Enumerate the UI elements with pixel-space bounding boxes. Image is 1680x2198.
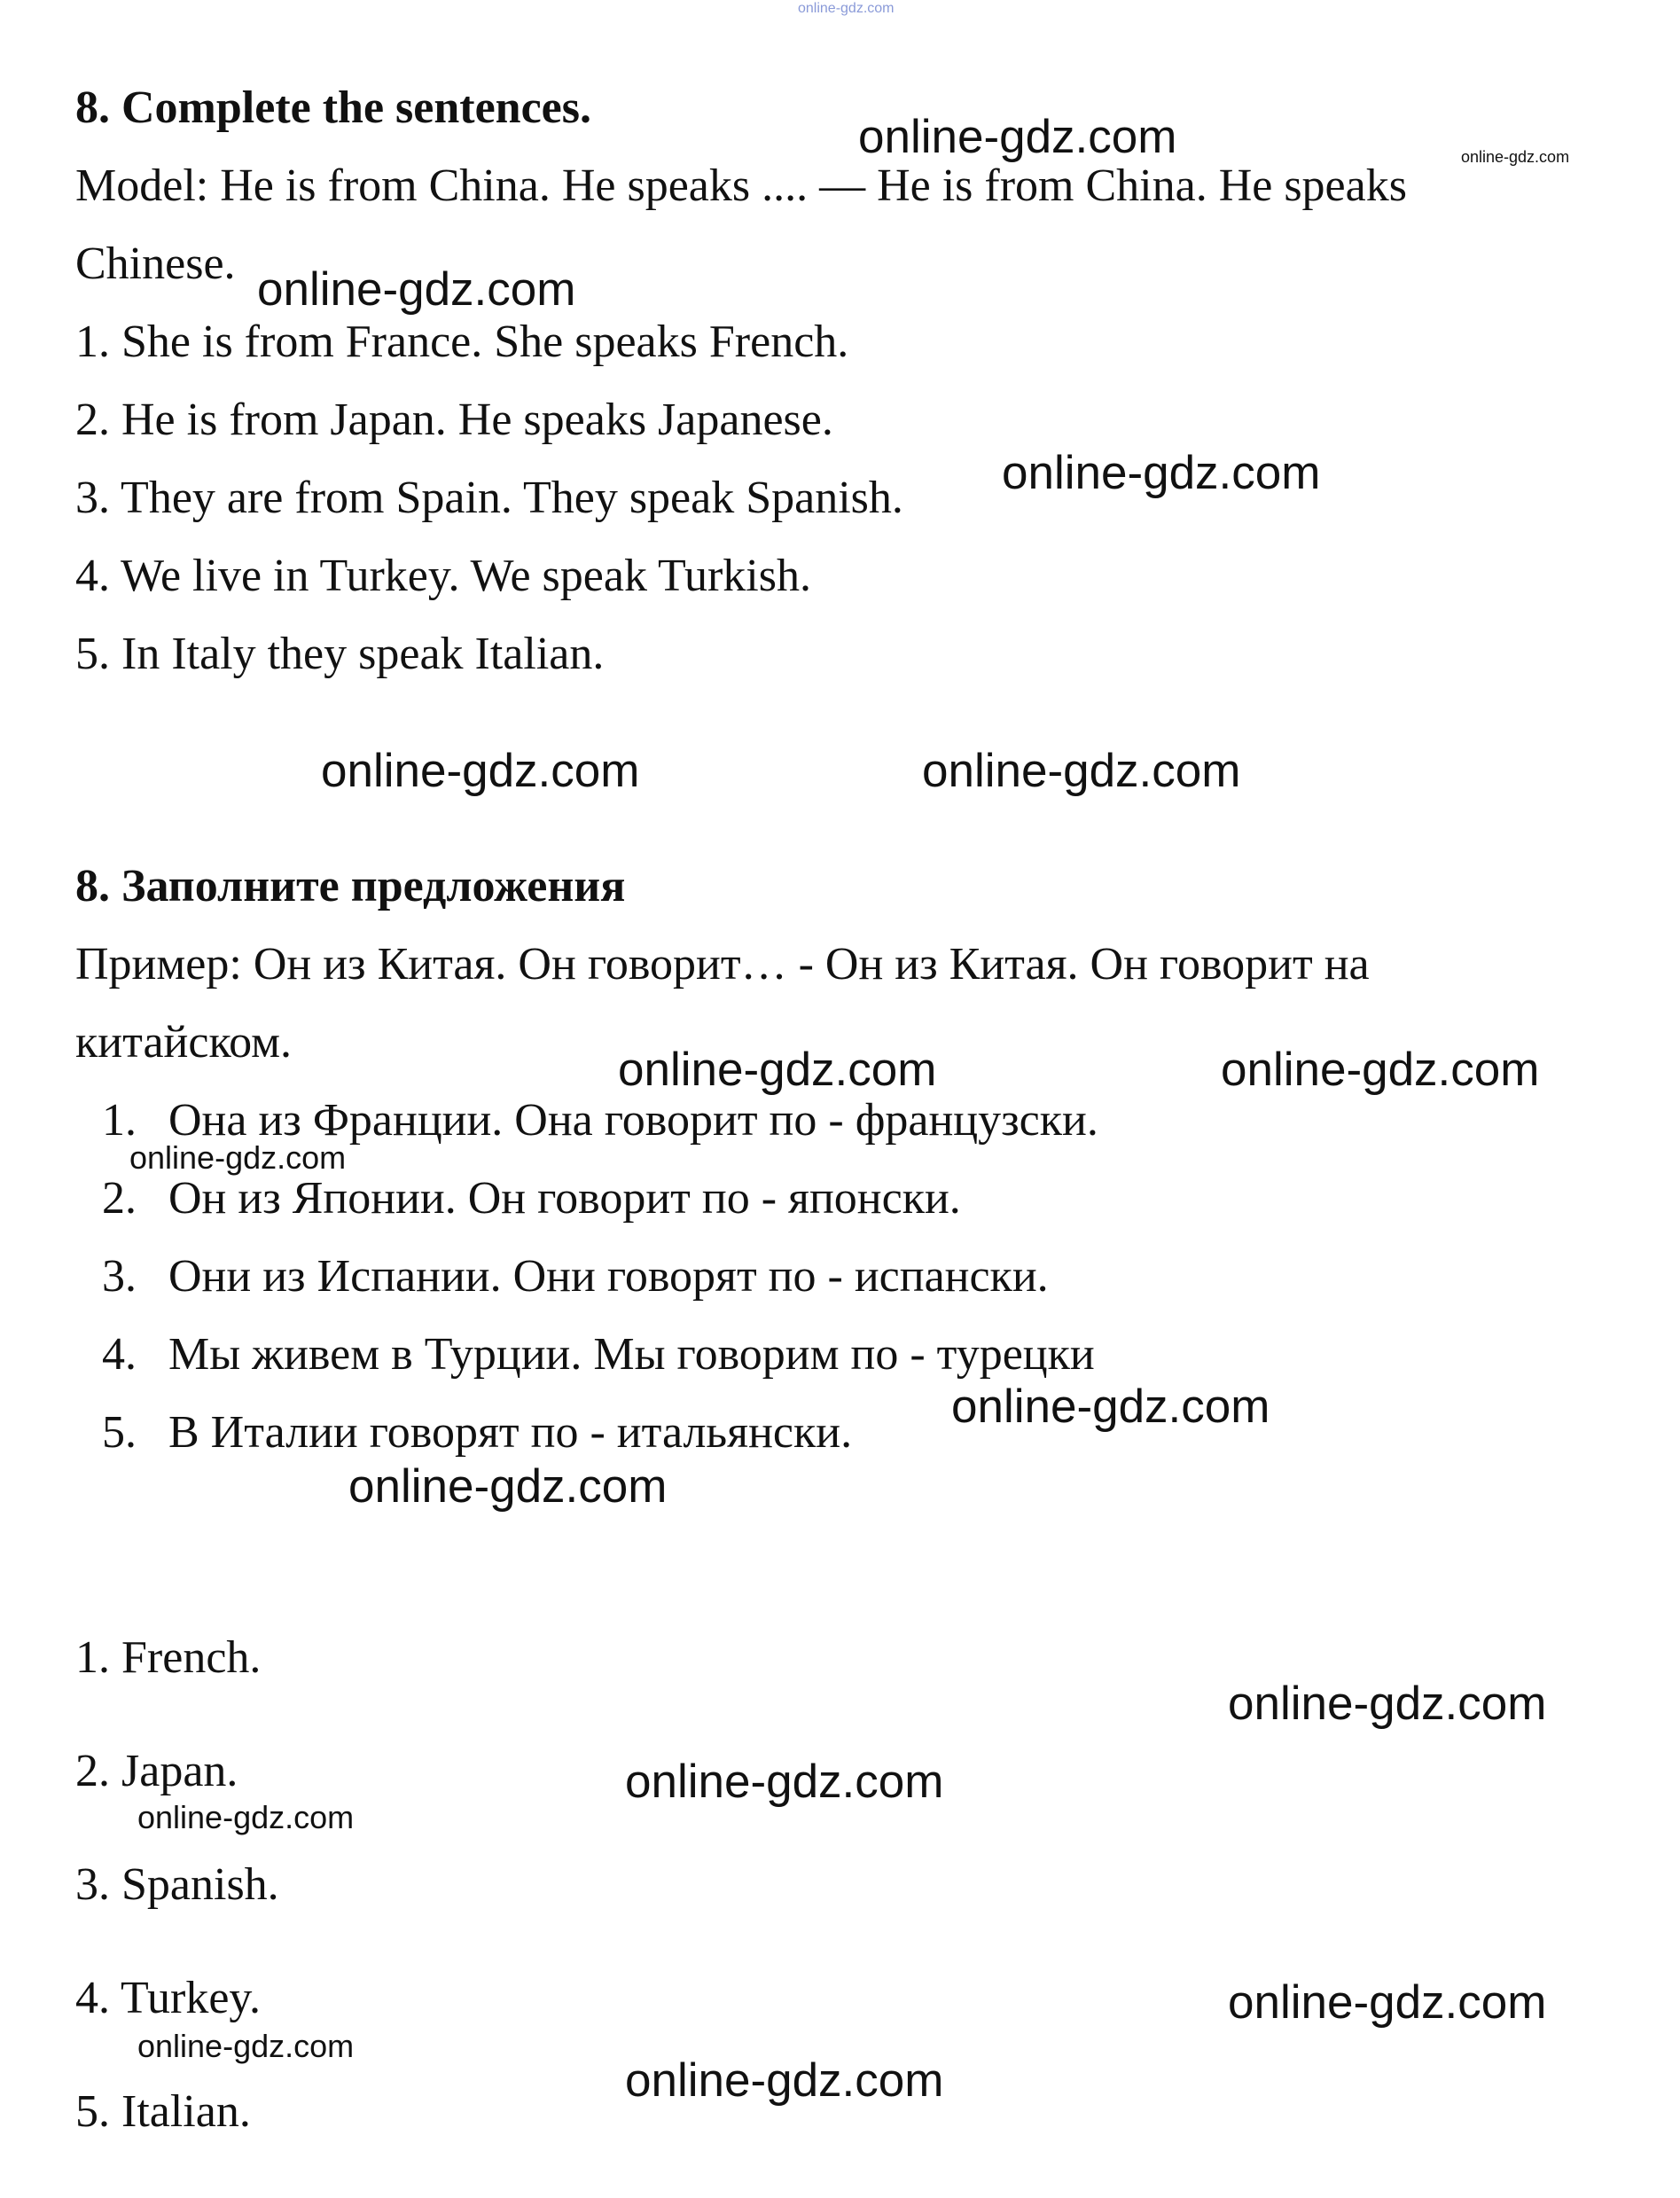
model-line-1: Model: He is from China. He speaks .... — He is from China. He speaks: [75, 160, 1407, 211]
watermark: online-gdz.com: [137, 2028, 355, 2064]
ru-item-5: [102, 1406, 852, 1459]
answer-2: 2. Japan.: [75, 1746, 238, 1796]
watermark: online-gdz.com: [137, 1799, 355, 1835]
sentence-2: 2. He is from Japan. He speaks Japanese.: [75, 395, 833, 445]
sentence-3: 3. They are from Spain. They speak Spanish.: [75, 473, 903, 523]
watermark: online-gdz.com: [1228, 1678, 1547, 1730]
ru-item-text: Она из Франции. Она говорит по - французски.: [168, 1095, 1098, 1146]
watermark-top: online-gdz.com: [798, 1, 895, 16]
answer-5: 5. Italian.: [75, 2086, 251, 2137]
watermark: online-gdz.com: [1221, 1044, 1540, 1096]
watermark: online-gdz.com: [1461, 148, 1570, 166]
english-title: 8. Complete the sentences.: [75, 82, 591, 133]
ru-item-number: 2.: [102, 1173, 137, 1224]
russian-title: 8. Заполните предложения: [75, 861, 626, 911]
ru-item-3: [102, 1250, 1049, 1303]
watermark: online-gdz.com: [858, 111, 1177, 163]
ru-item-number: 3.: [102, 1251, 137, 1302]
ru-item-number: 5.: [102, 1407, 137, 1458]
ru-item-2: [102, 1172, 961, 1225]
model-line-2: Chinese.: [75, 239, 236, 289]
watermark: online-gdz.com: [321, 745, 640, 797]
ru-item-number: 1.: [102, 1095, 137, 1146]
sentence-5: 5. In Italy they speak Italian.: [75, 629, 605, 679]
sentence-1: 1. She is from France. She speaks French.: [75, 317, 849, 367]
watermark: online-gdz.com: [951, 1381, 1270, 1433]
ru-item-number: 4.: [102, 1329, 137, 1380]
watermark: online-gdz.com: [129, 1139, 347, 1176]
watermark: online-gdz.com: [625, 2054, 944, 2107]
watermark: online-gdz.com: [348, 1460, 668, 1513]
ru-item-text: Мы живем в Турции. Мы говорим по - турецки: [168, 1329, 1095, 1380]
answer-3: 3. Spanish.: [75, 1859, 279, 1910]
watermark: online-gdz.com: [1002, 447, 1321, 499]
watermark: online-gdz.com: [618, 1044, 937, 1096]
answer-4: 4. Turkey.: [75, 1973, 262, 2023]
watermark: online-gdz.com: [625, 1756, 944, 1808]
ru-item-text: Они из Испании. Они говорят по - испански.: [168, 1251, 1049, 1302]
ru-item-text: Он из Японии. Он говорит по - японски.: [168, 1173, 961, 1224]
example-line-1: Пример: Он из Китая. Он говорит… - Он из Китая. Он говорит на: [75, 939, 1370, 989]
watermark: online-gdz.com: [257, 263, 576, 316]
sentence-4: 4. We live in Turkey. We speak Turkish.: [75, 551, 811, 601]
watermark: online-gdz.com: [1228, 1976, 1547, 2029]
answer-1: 1. French.: [75, 1632, 262, 1683]
ru-item-4: [102, 1328, 1095, 1381]
example-line-2: китайском.: [75, 1017, 292, 1068]
watermark: online-gdz.com: [922, 745, 1241, 797]
ru-item-text: В Италии говорят по - итальянски.: [168, 1407, 853, 1458]
